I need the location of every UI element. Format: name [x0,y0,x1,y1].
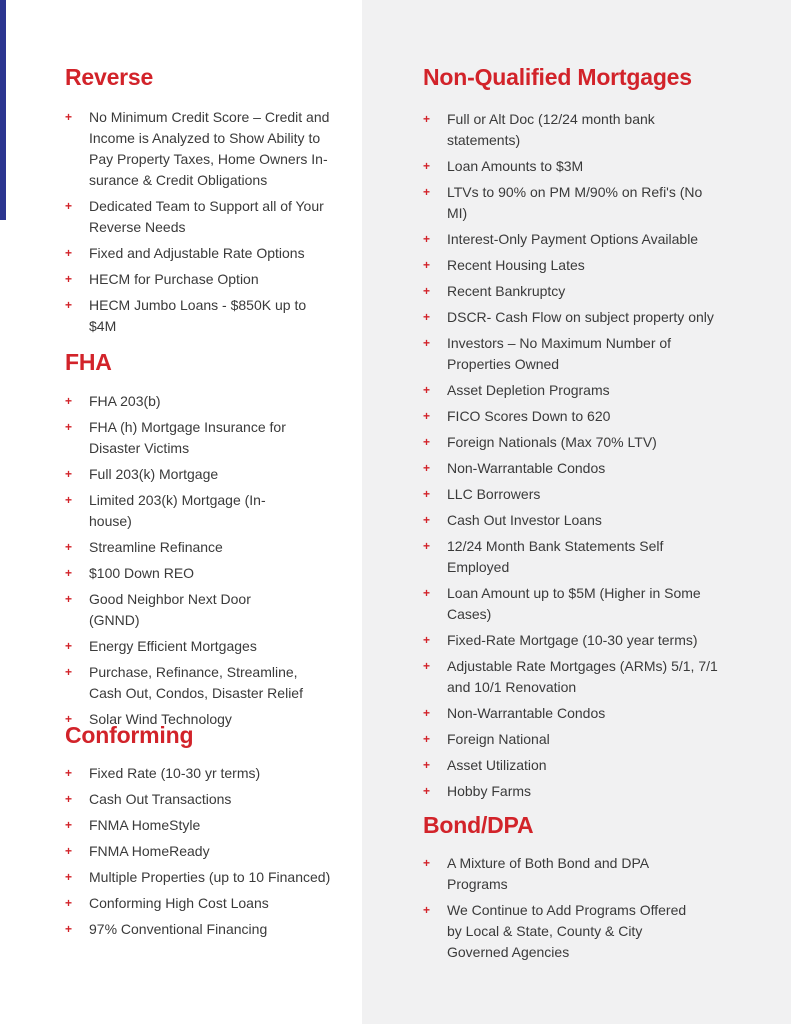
plus-bullet-icon: + [65,566,73,580]
list-item [65,107,337,191]
list-item [65,867,355,888]
list-item [423,729,723,750]
plus-bullet-icon: + [423,513,431,527]
list-item [423,380,723,401]
list-item-text: HECM Jumbo Loans - $850K up to $4M [89,297,307,334]
plus-bullet-icon: + [423,732,431,746]
list-item [65,841,355,862]
list-item-text: Recent Housing Lates [447,257,585,273]
list-item-text: FICO Scores Down to 620 [447,408,611,424]
list-item [65,789,355,810]
plus-bullet-icon: + [423,409,431,423]
plus-bullet-icon: + [65,592,73,606]
plus-bullet-icon: + [423,461,431,475]
list-item-text: Good Neighbor Next Door (GNND) [89,591,251,628]
plus-bullet-icon: + [65,540,73,554]
list-item-text: A Mixture of Both Bond and DPA Programs [447,855,649,892]
list-item [65,662,305,704]
list-item [65,243,337,264]
plus-bullet-icon: + [423,659,431,673]
list-item [423,630,723,651]
list-item-text: Multiple Properties (up to 10 Financed) [89,869,331,885]
list-item-text: FNMA HomeReady [89,843,210,859]
list-item [423,510,723,531]
list-item [65,391,305,412]
plus-bullet-icon: + [65,922,73,936]
list-item-text: No Minimum Credit Score – Credit and Income is Analyzed to Show Ability to Pay Property Taxes, Home Owners In-surance & Credit Obligations [89,109,330,188]
reverse-heading: Reverse [65,64,154,90]
list-item-text: $100 Down REO [89,565,195,581]
list-item-text: Recent Bankruptcy [447,283,566,299]
plus-bullet-icon: + [423,336,431,350]
bond-section [423,811,773,968]
list-item [423,281,723,302]
plus-bullet-icon: + [423,706,431,720]
list-item [423,307,723,328]
plus-bullet-icon: + [65,844,73,858]
list-item-text: Streamline Refinance [89,539,223,555]
plus-bullet-icon: + [65,467,73,481]
list-item-text: Conforming High Cost Loans [89,895,269,911]
fha-list [65,391,305,730]
plus-bullet-icon: + [65,766,73,780]
fha-section [65,348,355,735]
list-item [65,537,305,558]
list-item [423,109,723,151]
list-item [423,755,723,776]
list-item [423,781,723,802]
nonqm-section [423,63,773,807]
list-item [423,536,723,578]
plus-bullet-icon: + [65,298,73,312]
list-item [65,490,305,532]
list-item [65,269,337,290]
plus-bullet-icon: + [423,903,431,917]
list-item-text: Fixed and Adjustable Rate Options [89,245,305,261]
list-item-text: Foreign Nationals (Max 70% LTV) [447,434,657,450]
list-item-text: Energy Efficient Mortgages [89,638,257,654]
nonqm-heading: Non-Qualified Mortgages [423,64,692,90]
list-item [65,563,305,584]
list-item [423,703,723,724]
plus-bullet-icon: + [65,712,73,726]
list-item [423,182,723,224]
list-item [423,255,723,276]
list-item-text: Asset Utilization [447,757,547,773]
plus-bullet-icon: + [423,856,431,870]
list-item [423,656,723,698]
conforming-list [65,763,355,940]
list-item-text: Asset Depletion Programs [447,382,610,398]
list-item [423,900,689,963]
plus-bullet-icon: + [65,394,73,408]
plus-bullet-icon: + [423,112,431,126]
list-item [423,432,723,453]
list-item-text: 12/24 Month Bank Statements Self Employed [447,538,664,575]
list-item [65,815,355,836]
plus-bullet-icon: + [65,199,73,213]
plus-bullet-icon: + [65,665,73,679]
list-item-text: Hobby Farms [447,783,532,799]
list-item [423,229,723,250]
list-item-text: 97% Conventional Financing [89,921,268,937]
list-item [65,417,305,459]
list-item-text: Solar Wind Technology [89,711,232,727]
list-item [65,893,355,914]
plus-bullet-icon: + [65,420,73,434]
nonqm-list [423,109,723,802]
plus-bullet-icon: + [65,639,73,653]
list-item [65,295,337,337]
list-item [423,853,689,895]
list-item-text: Investors – No Maximum Number of Properties Owned [447,335,672,372]
list-item-text: Non-Warrantable Condos [447,705,606,721]
plus-bullet-icon: + [423,435,431,449]
list-item-text: Foreign National [447,731,550,747]
plus-bullet-icon: + [65,792,73,806]
reverse-list [65,107,337,337]
plus-bullet-icon: + [423,185,431,199]
plus-bullet-icon: + [65,818,73,832]
fha-heading: FHA [65,349,112,375]
list-item [65,763,355,784]
list-item-text: FHA (h) Mortgage Insurance for Disaster Victims [89,419,286,456]
plus-bullet-icon: + [423,383,431,397]
list-item-text: Limited 203(k) Mortgage (In-house) [89,492,266,529]
list-item-text: We Continue to Add Programs Offered by Local & State, County & City Governed Agencies [447,902,687,960]
list-item [65,636,305,657]
list-item [65,919,355,940]
list-item-text: Cash Out Transactions [89,791,232,807]
list-item-text: Fixed-Rate Mortgage (10-30 year terms) [447,632,698,648]
plus-bullet-icon: + [423,539,431,553]
plus-bullet-icon: + [423,159,431,173]
list-item-text: LTVs to 90% on PM M/90% on Refi's (No MI) [447,184,703,221]
plus-bullet-icon: + [65,896,73,910]
list-item [65,589,305,631]
list-item [423,156,723,177]
plus-bullet-icon: + [65,493,73,507]
list-item [423,333,723,375]
conforming-heading: Conforming [65,722,194,748]
plus-bullet-icon: + [423,284,431,298]
list-item-text: Full 203(k) Mortgage [89,466,219,482]
plus-bullet-icon: + [65,110,73,124]
list-item-text: Loan Amount up to $5M (Higher in Some Cases) [447,585,701,622]
list-item-text: Loan Amounts to $3M [447,158,584,174]
plus-bullet-icon: + [423,310,431,324]
list-item [423,406,723,427]
list-item-text: HECM for Purchase Option [89,271,259,287]
list-item [423,458,723,479]
left-accent-bar [0,0,6,220]
list-item-text: FHA 203(b) [89,393,161,409]
list-item-text: FNMA HomeStyle [89,817,201,833]
plus-bullet-icon: + [423,633,431,647]
list-item [65,196,337,238]
list-item-text: Interest-Only Payment Options Available [447,231,699,247]
list-item-text: LLC Borrowers [447,486,541,502]
plus-bullet-icon: + [423,784,431,798]
plus-bullet-icon: + [423,586,431,600]
conforming-section [65,721,355,945]
list-item [423,484,723,505]
list-item-text: Non-Warrantable Condos [447,460,606,476]
plus-bullet-icon: + [65,246,73,260]
list-item [65,464,305,485]
list-item-text: Full or Alt Doc (12/24 month bank statements) [447,111,655,148]
plus-bullet-icon: + [65,870,73,884]
plus-bullet-icon: + [65,272,73,286]
list-item [423,583,723,625]
list-item-text: Cash Out Investor Loans [447,512,602,528]
list-item-text: Purchase, Refinance, Streamline, Cash Out, Condos, Disaster Relief [89,664,303,701]
plus-bullet-icon: + [423,758,431,772]
bond-list [423,853,689,963]
list-item-text: DSCR- Cash Flow on subject property only [447,309,714,325]
bond-heading: Bond/DPA [423,812,534,838]
plus-bullet-icon: + [423,258,431,272]
list-item-text: Fixed Rate (10-30 yr terms) [89,765,261,781]
plus-bullet-icon: + [423,487,431,501]
list-item-text: Dedicated Team to Support all of Your Reverse Needs [89,198,324,235]
plus-bullet-icon: + [423,232,431,246]
reverse-section [65,63,355,342]
list-item-text: Adjustable Rate Mortgages (ARMs) 5/1, 7/1 and 10/1 Renovation [447,658,718,695]
